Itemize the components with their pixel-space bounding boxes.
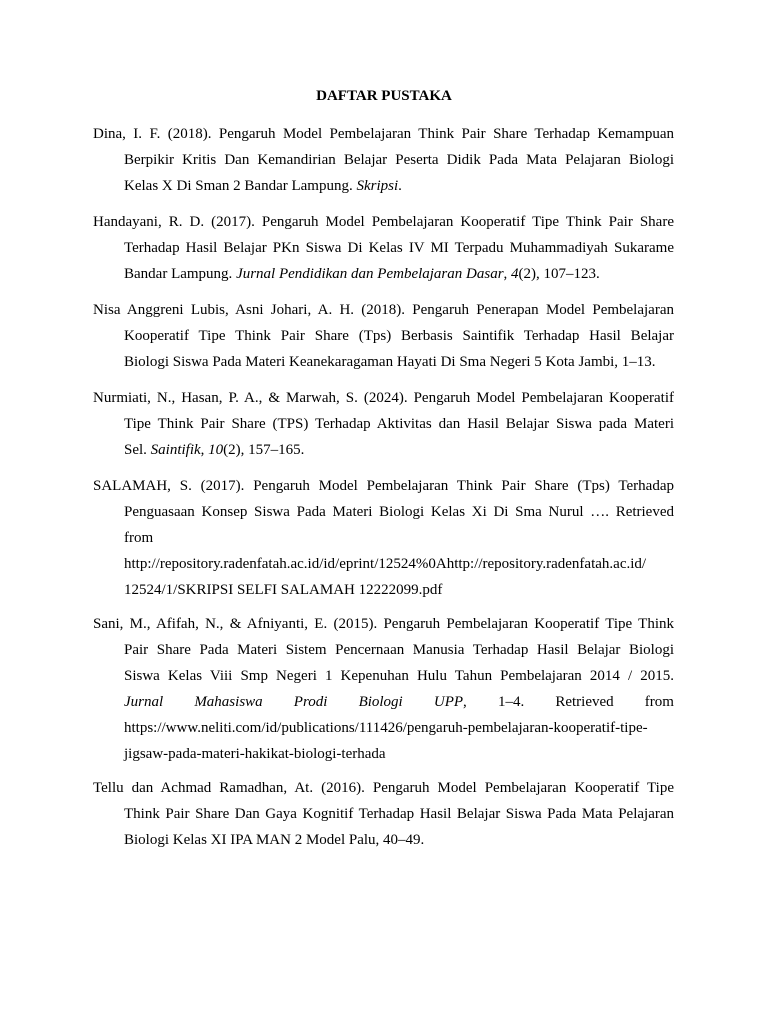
reference-line: Pair Share Pada Materi Sistem Pencernaan Manusia Terhadap Hasil Belajar Biologi xyxy=(124,642,674,658)
reference-line xyxy=(93,173,674,199)
reference-line: Think Pair Share Dan Gaya Kognitif Terhadap Hasil Belajar Siswa Pada Mata Pelajaran xyxy=(124,806,674,822)
reference-line: Biologi Kelas XI IPA MAN 2 Model Palu, 40–49. xyxy=(124,832,425,848)
reference-list xyxy=(93,121,674,853)
reference-item-nurmiati xyxy=(93,385,674,463)
reference-item-dina xyxy=(93,121,674,199)
reference-text: Bandar Lampung. xyxy=(124,266,237,282)
reference-item-tellu xyxy=(93,775,674,853)
reference-line: Terhadap Hasil Belajar PKn Siswa Di Kelas IV MI Terpadu Muhammadiyah Sukarame xyxy=(124,240,674,256)
journal-volume: 4 xyxy=(511,266,519,282)
reference-text: 1–4. xyxy=(497,694,525,710)
reference-line: Siswa Kelas Viii Smp Negeri 1 Kepenuhan Hulu Tahun Pembelajaran 2014 / 2015. xyxy=(124,668,674,684)
reference-url-line: jigsaw-pada-materi-hakikat-biologi-terhada xyxy=(124,746,386,762)
reference-text: . xyxy=(398,178,402,194)
journal-title-word: UPP, xyxy=(433,694,467,710)
journal-volume: 10 xyxy=(208,442,224,458)
reference-text: (2), 107–123. xyxy=(518,266,600,282)
page-title: DAFTAR PUSTAKA xyxy=(316,88,452,104)
reference-item-nisa xyxy=(93,297,674,375)
reference-url-line: 12524/1/SKRIPSI SELFI SALAMAH 12222099.pdf xyxy=(124,582,443,598)
reference-url-line: https://www.neliti.com/id/publications/111426/pengaruh-pembelajaran-kooperatif-tipe- xyxy=(124,720,648,736)
reference-line: Nisa Anggreni Lubis, Asni Johari, A. H. (2018). Pengaruh Penerapan Model Pembelajaran xyxy=(93,302,674,318)
reference-line: Biologi Siswa Pada Materi Keanekaragaman Hayati Di Sma Negeri 5 Kota Jambi, 1–13. xyxy=(124,354,656,370)
reference-url-line: http://repository.radenfatah.ac.id/id/eprint/12524%0Ahttp://repository.radenfatah.ac.id/ xyxy=(124,556,647,572)
reference-line xyxy=(93,437,674,463)
reference-line: Nurmiati, N., Hasan, P. A., & Marwah, S. (2024). Pengaruh Model Pembelajaran Kooperatif xyxy=(93,390,674,406)
reference-text: Kelas X Di Sman 2 Bandar Lampung. xyxy=(124,178,357,194)
reference-line: Penguasaan Konsep Siswa Pada Materi Biologi Kelas Xi Di Sma Nurul …. Retrieved xyxy=(124,504,674,520)
reference-line: from xyxy=(124,530,154,546)
journal-title-word: Jurnal xyxy=(124,694,164,710)
journal-title-word: Prodi xyxy=(293,694,328,710)
source-title: Skripsi xyxy=(356,178,399,194)
reference-line: SALAMAH, S. (2017). Pengaruh Model Pembelajaran Think Pair Share (Tps) Terhadap xyxy=(93,478,674,494)
reference-text: Sel. xyxy=(124,442,151,458)
reference-item-salamah xyxy=(93,473,674,603)
reference-text: from xyxy=(644,694,674,710)
reference-line xyxy=(93,689,674,715)
journal-title: Saintifik xyxy=(150,442,201,458)
reference-line: Tellu dan Achmad Ramadhan, At. (2016). Pengaruh Model Pembelajaran Kooperatif Tipe xyxy=(93,780,674,796)
reference-line: Berpikir Kritis Dan Kemandirian Belajar Peserta Didik Pada Mata Pelajaran Biologi xyxy=(124,152,674,168)
reference-text: , xyxy=(200,442,209,458)
reference-line: Sani, M., Afifah, N., & Afniyanti, E. (2015). Pengaruh Pembelajaran Kooperatif Tipe Think xyxy=(93,616,674,632)
reference-line: Kooperatif Tipe Think Pair Share (Tps) Berbasis Saintifik Terhadap Hasil Belajar xyxy=(124,328,674,344)
reference-line: Handayani, R. D. (2017). Pengaruh Model Pembelajaran Kooperatif Tipe Think Pair Share xyxy=(93,214,674,230)
reference-line: Tipe Think Pair Share (TPS) Terhadap Aktivitas dan Hasil Belajar Siswa pada Materi xyxy=(124,416,674,432)
journal-title-word: Biologi xyxy=(358,694,403,710)
reference-line: Dina, I. F. (2018). Pengaruh Model Pembelajaran Think Pair Share Terhadap Kemampuan xyxy=(93,126,674,142)
reference-text: , xyxy=(503,266,512,282)
journal-title-word: Mahasiswa xyxy=(194,694,263,710)
reference-item-handayani xyxy=(93,209,674,287)
reference-line xyxy=(93,261,674,287)
reference-text: (2), 157–165. xyxy=(223,442,305,458)
reference-item-sani xyxy=(93,611,674,767)
journal-title: Jurnal Pendidikan dan Pembelajaran Dasar xyxy=(236,266,504,282)
reference-text: Retrieved xyxy=(555,694,614,710)
